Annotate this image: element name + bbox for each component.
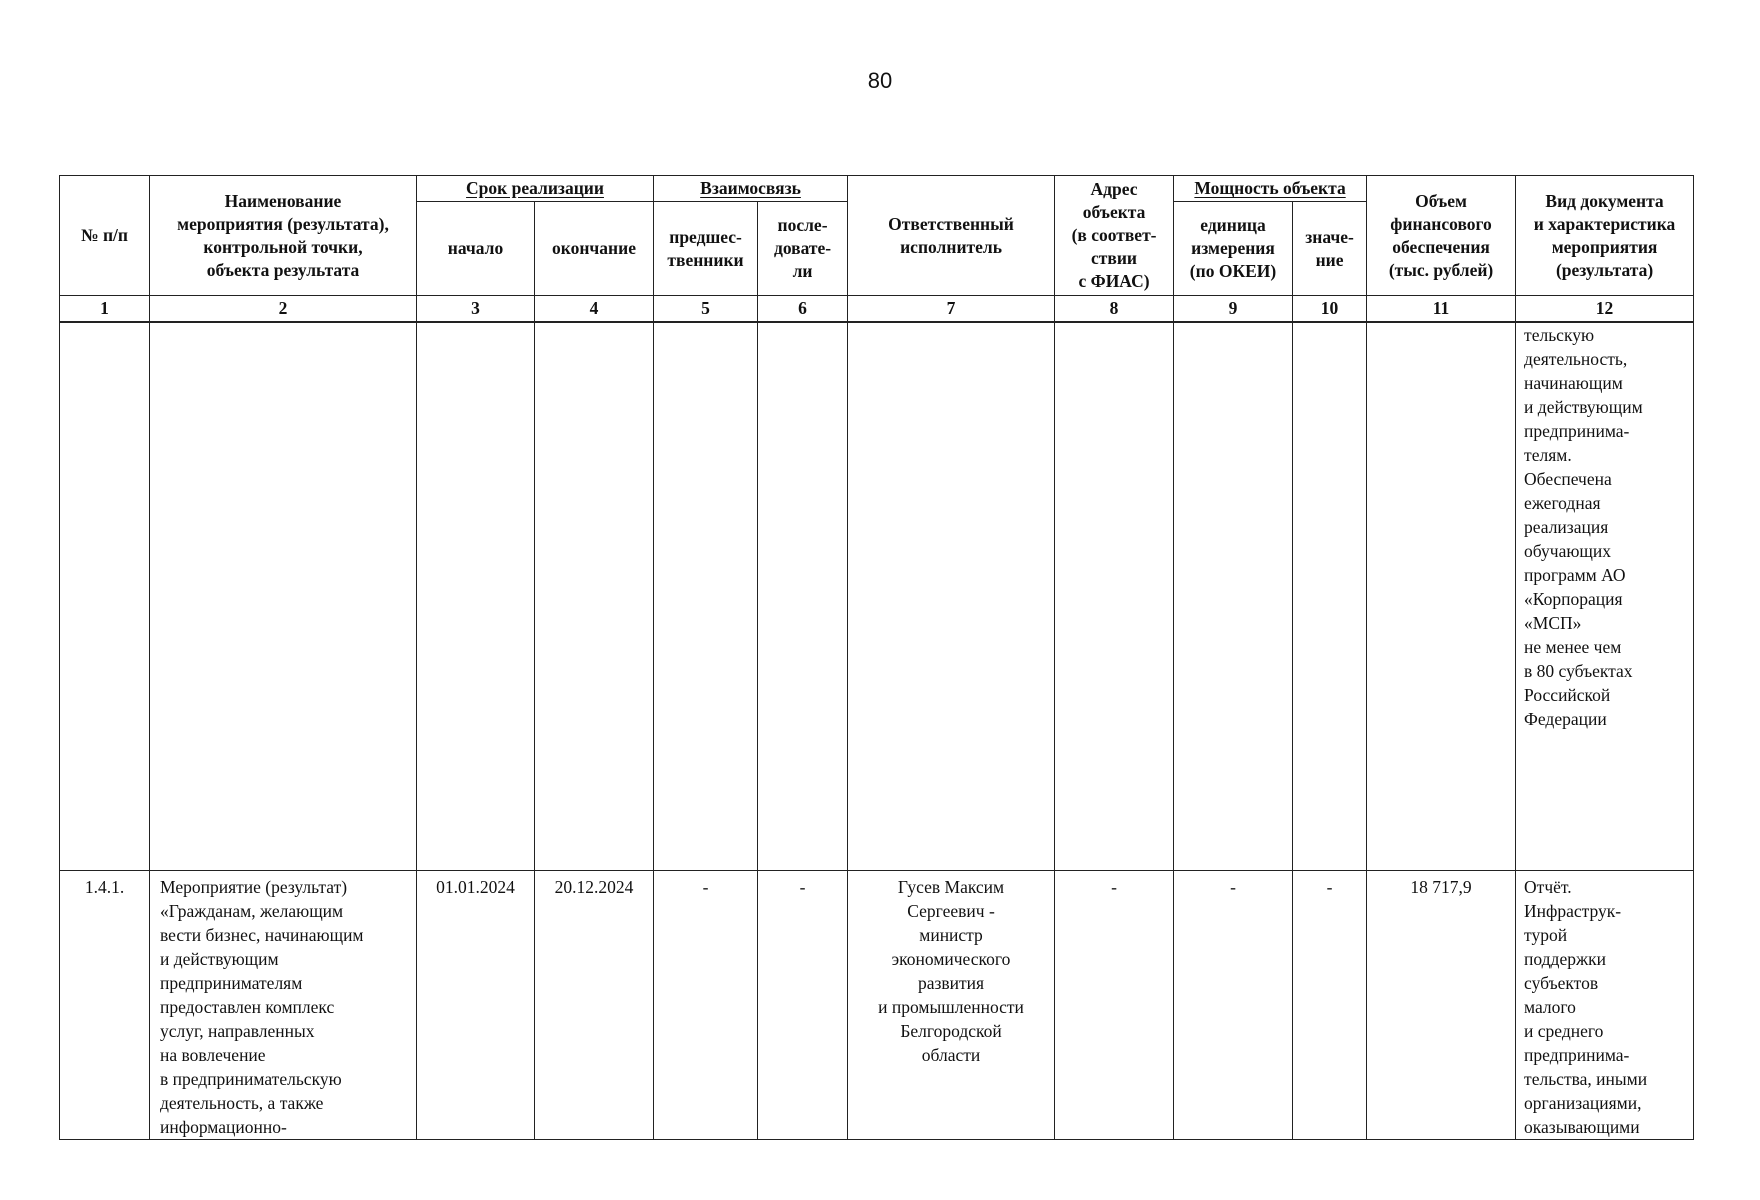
text-line: и промышленности — [878, 996, 1024, 1017]
text-line: ежегодная — [1524, 493, 1601, 513]
text-line: организациями, — [1524, 1092, 1642, 1113]
text-line: деятельность, а также — [160, 1092, 324, 1113]
text-line: реализация — [1524, 517, 1609, 537]
cell-finance: 18 717,9 — [1367, 870, 1516, 1139]
table-row-continuation — [60, 322, 1694, 870]
text-line: измерения — [1191, 238, 1275, 258]
text-line: объекта — [1082, 202, 1146, 222]
text-line: поддержки — [1524, 948, 1606, 969]
text-line: обучающих — [1524, 541, 1612, 561]
text-line: Российской — [1524, 685, 1611, 705]
text-line: твенники — [667, 249, 744, 270]
text-line: исполнитель — [900, 236, 1002, 257]
cell-successors: - — [758, 870, 848, 1139]
column-number: 7 — [848, 296, 1055, 323]
text-line: «МСП» — [1524, 613, 1582, 633]
cell-name — [150, 870, 417, 1139]
text-line: «Корпорация — [1524, 589, 1623, 609]
cell-no: 1.4.1. — [60, 870, 150, 1139]
header-no: № п/п — [60, 176, 150, 296]
cell-empty — [1367, 322, 1516, 870]
table-header — [60, 176, 1694, 296]
text-line: тельскую — [1524, 325, 1595, 345]
cell-empty — [1293, 322, 1367, 870]
text-line: «Гражданам, желающим — [160, 900, 344, 921]
text-line: Инфраструк- — [1524, 900, 1622, 921]
text-line: оказывающими — [1524, 1116, 1640, 1137]
activity-table — [59, 175, 1694, 1140]
text-line: (в соответ- — [1071, 225, 1157, 245]
text-line: мероприятия — [1551, 236, 1658, 257]
header-finance — [1367, 176, 1516, 296]
text-line: информационно- — [160, 1116, 287, 1137]
cell-empty — [417, 322, 535, 870]
cell-responsible — [848, 870, 1055, 1139]
cell-empty — [654, 322, 758, 870]
text-line: финансового — [1390, 213, 1492, 234]
column-number: 2 — [150, 296, 417, 323]
column-number: 4 — [535, 296, 654, 323]
text-line: вести бизнес, начинающим — [160, 924, 364, 945]
column-number: 10 — [1293, 296, 1367, 323]
text-line: (по ОКЕИ) — [1189, 261, 1277, 281]
text-line: (результата) — [1555, 259, 1654, 280]
text-line: телям. — [1524, 445, 1572, 465]
text-line: объекта результата — [206, 259, 360, 280]
header-link-group: Взаимосвязь — [654, 176, 848, 202]
text-line: Вид документа — [1545, 190, 1664, 211]
header-successors — [758, 202, 848, 296]
table-row-1-4-1 — [60, 870, 1694, 1139]
text-line: тельства, иными — [1524, 1068, 1648, 1089]
cell-document — [1516, 870, 1694, 1139]
text-line: в 80 субъектах — [1524, 661, 1633, 681]
text-line: экономического — [891, 948, 1011, 969]
cell-empty — [150, 322, 417, 870]
text-line: предоставлен комплекс — [160, 996, 335, 1017]
text-line: турой — [1524, 924, 1568, 945]
column-number: 3 — [417, 296, 535, 323]
text-line: Отчёт. — [1524, 876, 1572, 897]
cell-empty — [1174, 322, 1293, 870]
text-line: единица — [1200, 215, 1266, 235]
text-line: предпринима- — [1524, 421, 1630, 441]
column-number-row — [60, 296, 1694, 323]
text-line: и среднего — [1524, 1020, 1604, 1041]
header-value — [1293, 202, 1367, 296]
text-line: Ответственный — [888, 213, 1014, 234]
header-document — [1516, 176, 1694, 296]
page-number: 80 — [867, 68, 893, 93]
text-line: Сергеевич - — [907, 900, 995, 921]
text-line: ствии — [1091, 248, 1138, 268]
text-line: Мероприятие (результат) — [160, 876, 348, 897]
cell-address: - — [1055, 870, 1174, 1139]
text-line: субъектов — [1524, 972, 1599, 993]
text-line: (тыс. рублей) — [1388, 259, 1494, 280]
header-predecessors — [654, 202, 758, 296]
text-line: довате- — [773, 238, 832, 258]
text-line: ли — [792, 261, 813, 281]
header-name — [150, 176, 417, 296]
cell-empty — [60, 322, 150, 870]
text-line: и действующим — [160, 948, 279, 969]
text-line: и действующим — [1524, 397, 1643, 417]
header-unit — [1174, 202, 1293, 296]
cell-empty — [1055, 322, 1174, 870]
text-line: услуг, направленных — [160, 1020, 315, 1041]
text-line: министр — [919, 924, 983, 945]
header-power-group: Мощность объекта — [1174, 176, 1367, 202]
text-line: Обеспечена — [1524, 469, 1612, 489]
cell-start: 01.01.2024 — [417, 870, 535, 1139]
header-address — [1055, 176, 1174, 296]
cell-document-continuation — [1516, 322, 1694, 870]
header-term-group: Срок реализации — [417, 176, 654, 202]
text-line: предпринимателям — [160, 972, 303, 993]
text-line: Наименование — [224, 190, 342, 211]
text-line: начинающим — [1524, 373, 1623, 393]
cell-predecessors: - — [654, 870, 758, 1139]
text-line: контрольной точки, — [203, 236, 363, 257]
text-line: малого — [1524, 996, 1576, 1017]
text-line: Белгородской — [900, 1020, 1002, 1041]
text-line: Объем — [1415, 190, 1467, 211]
column-number: 9 — [1174, 296, 1293, 323]
text-line: области — [921, 1044, 981, 1065]
text-line: развития — [917, 972, 985, 993]
text-line: программ АО — [1524, 565, 1626, 585]
header-responsible — [848, 176, 1055, 296]
text-line: не менее чем — [1524, 637, 1622, 657]
column-number: 11 — [1367, 296, 1516, 323]
column-number: 5 — [654, 296, 758, 323]
cell-empty — [535, 322, 654, 870]
text-line: Адрес — [1090, 179, 1138, 199]
text-line: ние — [1315, 249, 1344, 270]
text-line: и характеристика — [1533, 213, 1676, 234]
column-number: 1 — [60, 296, 150, 323]
column-number: 8 — [1055, 296, 1174, 323]
cell-empty — [758, 322, 848, 870]
cell-empty — [848, 322, 1055, 870]
text-line: в предпринимательскую — [160, 1068, 342, 1089]
text-line: деятельность, — [1524, 349, 1628, 369]
column-number: 6 — [758, 296, 848, 323]
header-end: окончание — [535, 202, 654, 296]
cell-end: 20.12.2024 — [535, 870, 654, 1139]
text-line: на вовлечение — [160, 1044, 266, 1065]
text-line: обеспечения — [1392, 236, 1490, 257]
column-number: 12 — [1516, 296, 1694, 323]
text-line: значе- — [1305, 226, 1354, 247]
text-line: с ФИАС) — [1078, 271, 1150, 291]
text-line: предпринима- — [1524, 1044, 1630, 1065]
cell-value: - — [1293, 870, 1367, 1139]
text-line: Федерации — [1524, 709, 1607, 729]
cell-unit: - — [1174, 870, 1293, 1139]
text-line: Гусев Максим — [897, 876, 1005, 897]
text-line: мероприятия (результата), — [177, 213, 389, 234]
text-line: после- — [777, 215, 828, 235]
header-start: начало — [417, 202, 535, 296]
text-line: предшес- — [669, 226, 742, 247]
